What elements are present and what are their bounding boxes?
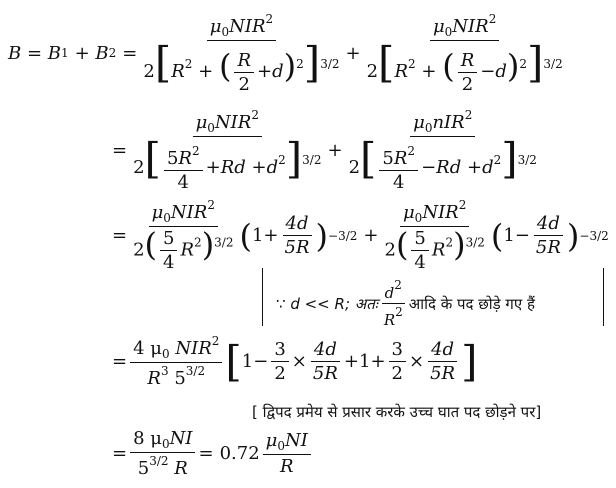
equation-line-4: = $\frac{4 \mu_0 NIR^2}{R^3 5^{3/2}}$ [ 1 − $\frac{3}{2}$ × $\frac{4d}{5R}$ + 1 + $\frac{3}{2}$ × $\frac{4d}{5R}$ ]	[112, 334, 478, 389]
plus-b2: + B	[74, 42, 109, 64]
fraction-2a: $\mu_0NIR^2$ 2[ $\frac{5R^2}{4}$ $+Rd +d^2]^{3/2}$	[133, 108, 322, 193]
fraction-3a: $\mu_0NIR^2$ 2( $\frac{5}{4}$ $R^2)^{3/2}$	[133, 198, 234, 273]
fraction-4: $\frac{4 \mu_0 NIR^2}{R^3 5^{3/2}}$	[130, 334, 222, 389]
equation-line-5: = $\frac{8 \mu_0NI}{5^{3/2} R}$ = 0.72 $\frac{\mu_0NI}{R}$	[112, 428, 314, 479]
fraction-5b: $\frac{\mu_0NI}{R}$	[263, 430, 311, 477]
equation-line-3: = $\mu_0NIR^2$ 2( $\frac{5}{4}$ $R^2)^{3/2}$ ( 1 + $\frac{4d}{5R}$ ) −3/2 + $\mu_0NIR^2$ 2( $\frac{5}{4}$ $R^2)^{3/2}$ ( 1 − $\frac{4d}{5R}$ ) −3/2	[112, 198, 609, 273]
coefficient: 0.72	[219, 443, 260, 464]
equation-line-1	[8, 12, 569, 95]
fraction-1b: $\mu_0NIR^2$ $2[R^2$ + ( $\frac{R}{2}$ −d)$^2$]$^{3/2}$	[366, 12, 563, 95]
equals-1: =	[122, 42, 138, 64]
lhs-b: B = B	[8, 42, 61, 64]
fraction-1a: $\mu_0NIR^2$ $2[R^2$ + ( $\frac{R}{2}$ +d)$^2$]$^{3/2}$	[143, 12, 340, 95]
fraction-3b: $\mu_0NIR^2$ 2( $\frac{5}{4}$ $R^2)^{3/2}$	[384, 198, 485, 273]
sub-2: 2	[108, 46, 117, 61]
sub-1: 1	[60, 46, 69, 61]
note-2: [ द्विपद प्रमेय से प्रसार करके उच्च घात पद छोड़ने पर]	[252, 403, 542, 421]
equation-line-2: = $\mu_0NIR^2$ 2[ $\frac{5R^2}{4}$ $+Rd +d^2]^{3/2}$ + $\mu_0nIR^2$ 2[ $\frac{5R^2}{4}$ $-Rd +d^2]^{3/2}$	[112, 108, 543, 193]
fraction-5a: $\frac{8 \mu_0NI}{5^{3/2} R}$	[130, 428, 195, 479]
plus-1: +	[345, 42, 361, 64]
because-symbol: ∵	[276, 294, 286, 313]
fraction-2b: $\mu_0nIR^2$ 2[ $\frac{5R^2}{4}$ $-Rd +d^2]^{3/2}$	[348, 108, 537, 193]
note-1: ∵ d << R; अतः $\frac{d^2}{R^2}$ आदि के पद छोड़े गए हैं	[276, 278, 535, 329]
